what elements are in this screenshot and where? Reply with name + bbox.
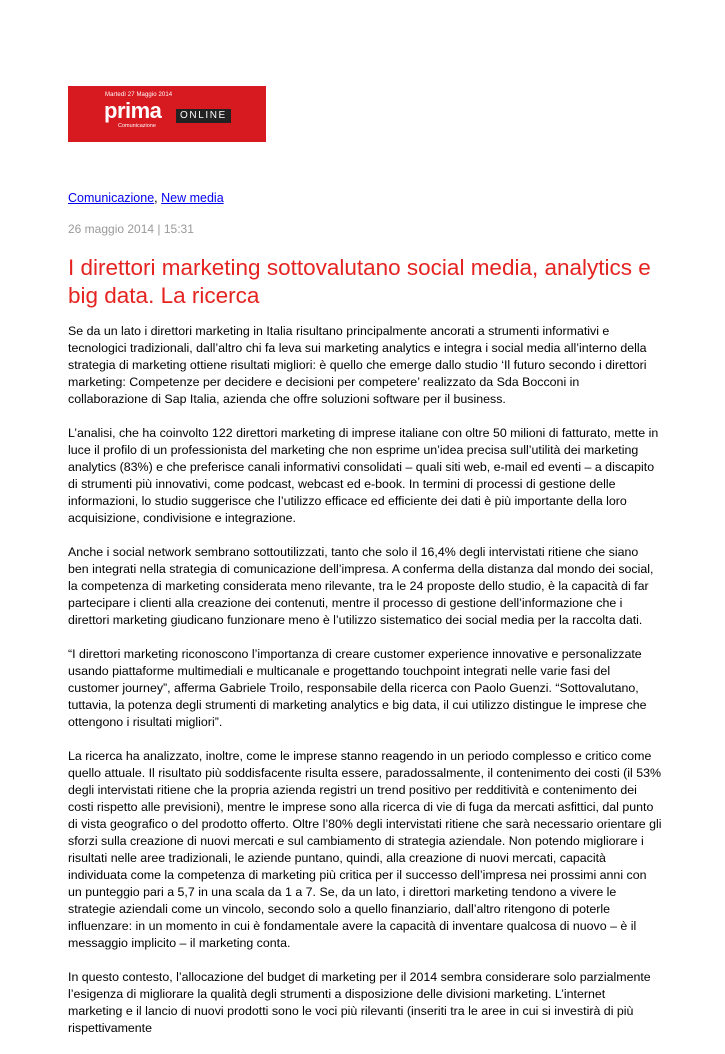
category-link-new-media[interactable]: New media — [161, 191, 224, 205]
logo-brand: prima — [104, 98, 162, 123]
logo-date: Martedì 27 Maggio 2014 — [105, 92, 173, 98]
article-paragraph: Anche i social network sembrano sottoutilizzati, tanto che solo il 16,4% degli intervistati ritiene che siano ben integrati nella strategia di comunicazione dell’impresa. A conferma della distanza dal mondo dei social, la competenza di marketing considerata meno rilevante, tra le 24 proposte dello studio, è la capacità di far partecipare i clienti alla creazione dei contenuti, mentre il processo di gestione dell’informazione che i direttori marketing giudicano funzionare meno è l’utilizzo sistematico dei social media per la raccolta dati. — [68, 545, 654, 627]
article-paragraph: Se da un lato i direttori marketing in Italia risultano principalmente ancorati a strumenti informativi e tecnologici tradizionali, dall’altro chi fa leva sui marketing analytics e integra i social media all’interno della strategia di marketing ottiene risultati migliori: è quello che emerge dallo studio ‘Il futuro secondo i direttori marketing: Competenze per decidere e decisioni per competere’ realizzato da Sda Bocconi in collaborazione di Sap Italia, azienda che offre soluzioni software per il business. — [68, 324, 647, 406]
article-body — [68, 323, 662, 1054]
article-title: I direttori marketing sottovalutano social media, analytics e big data. La ricerca — [68, 255, 651, 308]
logo-subtitle: Comunicazione — [118, 123, 156, 129]
category-link-comunicazione[interactable]: Comunicazione — [68, 191, 155, 205]
prima-online-logo[interactable] — [68, 86, 266, 142]
category-links — [68, 190, 224, 206]
article-paragraph: L’analisi, che ha coinvolto 122 direttori marketing di imprese italiane con oltre 50 milioni di fatturato, mette in luce il profilo di un professionista del marketing che non esprime un’idea precisa sull’utilità dei marketing analytics (83%) e che preferisce canali informativi consolidati – quali siti web, e-mail ed eventi – a discapito di strumenti più innovativi, come podcast, webcast ed e-book. In termini di processi di gestione delle informazioni, lo studio suggerisce che l’utilizzo efficace ed efficiente dei dati è più importante della loro acquisizione, condivisione e integrazione. — [68, 426, 659, 525]
article-paragraph: “I direttori marketing riconoscono l’importanza di creare customer experience innovative e personalizzate usando piattaforme multimediali e multicanale e progettando touchpoint integrati nelle varie fasi del customer journey”, afferma Gabriele Troilo, responsabile della ricerca con Paolo Guenzi. “Sottovalutano, tuttavia, la potenza degli strumenti di marketing analytics e big data, il cui utilizzo distingue le imprese che ottengono i risultati migliori”. — [68, 647, 647, 729]
article-paragraph: In questo contesto, l’allocazione del budget di marketing per il 2014 sembra considerare solo parzialmente l’esigenza di migliorare la qualità degli strumenti a disposizione delle divisioni marketing. L’internet marketing e il lancio di nuovi prodotti sono le voci più rilevanti (inseriti tra le aree in cui si investirà di più rispettivamente — [68, 970, 651, 1035]
article-date: 26 maggio 2014 | 15:31 — [68, 222, 194, 236]
article-paragraph: La ricerca ha analizzato, inoltre, come le imprese stanno reagendo in un periodo complesso e critico come quello attuale. Il risultato più soddisfacente risulta essere, paradossalmente, il contenimento dei costi (il 53% degli intervistati ritiene che la propria azienda registri un trend positivo per redditività e contenimento dei costi rispetto alle previsioni), mentre le imprese sono alla ricerca di vie di fuga da mercati asfittici, dal punto di vista geografico o del prodotto offerto. Oltre l’80% degli intervistati ritiene che sarà necessario orientare gli sforzi sulla creazione di nuovi mercati e sul cambiamento di strategia aziendale. Non potendo migliorare i risultati nelle aree tradizionali, le aziende puntano, quindi, alla creazione di nuovi mercati, capacità individuata come la competenza di marketing più critica per il successo dell’impresa nei prossimi anni con un punteggio pari a 5,7 in una scala da 1 a 7. Se, da un lato, i direttori marketing tendono a vivere le strategie aziendali come un vincolo, secondo solo a quello finanziario, dall’altro ritengono di poterle influenzare: in un momento in cui è fondamentale avere la capacità di inventare qualcosa di nuovo – è il messaggio implicito – il marketing conta. — [68, 749, 662, 950]
logo-online-badge: ONLINE — [176, 109, 231, 123]
category-separator: , — [154, 191, 162, 205]
